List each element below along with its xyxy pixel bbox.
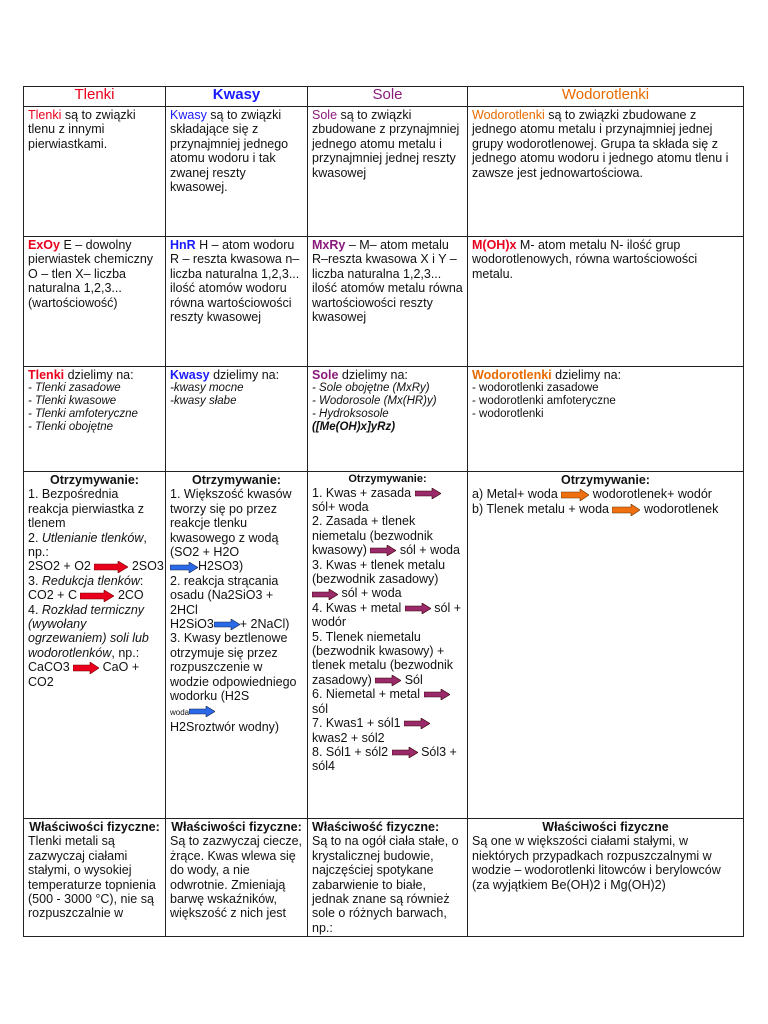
- prop-heading: Właściwości fizyczne:: [171, 820, 302, 834]
- arrow-right-icon: [424, 689, 450, 700]
- list-item: - wodorotlenki amfoteryczne: [472, 395, 616, 408]
- header-row: [24, 87, 744, 107]
- list-item: ([Me(OH)x]yRz): [312, 421, 396, 434]
- prop-wodorotlenki: Właściwości fizyczne Są one w większości ciałami stałymi, w niektórych przypadkach rozpuszczalnymi w wodzie – wodorotlenki litowców i berylowców (za wyjątkiem Be(OH)2 i Mg(OH)2): [468, 819, 744, 937]
- arrow-right-icon: [312, 589, 338, 600]
- class-kwasy: Kwasy dzielimy na: -kwasy mocne -kwasy słabe: [166, 367, 308, 472]
- header-kwasy: Kwasy: [166, 87, 308, 107]
- list-item: - wodorotlenki: [472, 408, 544, 421]
- formula-sole: MxRy – M– atom metalu R–reszta kwasowa X i Y – liczba naturalna 1,2,3... ilość atomów metalu równa wartościowości reszty kwasowej: [308, 237, 468, 367]
- classification-row: [24, 367, 744, 472]
- header-sole: Sole: [308, 87, 468, 107]
- prep-tlenki: Otrzymywanie: 1. Bezpośrednia reakcja pierwiastka z tlenem 2. Utlenianie tlenków, np.: 2SO2 + O2 2SO3 3. Redukcja tlenków: CO2 + C 2CO 4. Rozkład termiczny (wywołany ogrzewaniem) soli lub wodorotlenków, np.: CaCO3 CaO + CO2: [24, 472, 166, 819]
- list-item: - Hydroksosole: [312, 408, 389, 421]
- prep-heading: Otrzymywanie:: [192, 473, 281, 487]
- prop-tlenki: Właściwości fizyczne: Tlenki metali są zazwyczaj ciałami stałymi, o wysokiej temperaturze topnienia (500 - 3000 °C), nie są rozpuszczalnie w: [24, 819, 166, 937]
- arrow-right-icon: [94, 561, 128, 573]
- arrow-right-icon: [214, 619, 240, 630]
- prop-sole: Właściwość fizyczne: Są to na ogół ciała stałe, o krystalicznej budowie, najczęściej spotykane zabarwienie to białe, jednak znane są również sole o różnych barwach, np.:: [308, 819, 468, 937]
- definition-row: [24, 107, 744, 237]
- class-sole: Sole dzielimy na: - Sole obojętne (MxRy) - Wodorosole (Mx(HR)y) - Hydroksosole ([Me(OH)x]yRz): [308, 367, 468, 472]
- def-sole: Sole są to związki zbudowane z przynajmniej jednego atomu metalu i przynajmniej jednej reszty kwasowej: [308, 107, 468, 237]
- prep-wodorotlenki: Otrzymywanie: a) Metal+ woda wodorotlenek+ wodór b) Tlenek metalu + woda wodorotlenek: [468, 472, 744, 819]
- formula-tlenki: ExOy E – dowolny pierwiastek chemiczny O – tlen X– liczba naturalna 1,2,3... (wartościowość): [24, 237, 166, 367]
- list-item: - Tlenki amfoteryczne: [28, 408, 138, 421]
- prep-heading: Otrzymywanie:: [561, 473, 650, 487]
- arrow-right-icon: [404, 718, 430, 729]
- class-tlenki: Tlenki dzielimy na: - Tlenki zasadowe - Tlenki kwasowe - Tlenki amfoteryczne - Tlenki obojętne: [24, 367, 166, 472]
- prep-sole: Otrzymywanie: 1. Kwas + zasada sól+ woda 2. Zasada + tlenek niemetalu (bezwodnik kwasowy) sól + woda 3. Kwas + tlenek metalu (bezwodnik zasadowy) sól + woda 4. Kwas + metal sól + wodór 5. Tlenek niemetalu (bezwodnik kwasowy) + tlenek metalu (bezwodnik zasadowy) Sól 6. Niemetal + metal sól 7. Kwas1 + sól1 kwas2 + sól2 8. Sól1 + sól2 Sól3 + sól4: [308, 472, 468, 819]
- formula-kwasy: HnR H – atom wodoru R – reszta kwasowa n– liczba naturalna 1,2,3... ilość atomów wodoru równa wartościowości reszty kwasowej: [166, 237, 308, 367]
- prop-heading: Właściwość fizyczne:: [312, 820, 440, 834]
- properties-row: [24, 819, 744, 937]
- list-item: - Wodorosole (Mx(HR)y): [312, 395, 437, 408]
- list-item: - Tlenki kwasowe: [28, 395, 117, 408]
- prop-heading: Właściwości fizyczne:: [29, 820, 160, 834]
- list-item: -kwasy słabe: [170, 395, 237, 408]
- formula-row: [24, 237, 744, 367]
- arrow-right-icon: [415, 488, 441, 499]
- arrow-right-icon: [392, 747, 418, 758]
- list-item: - Sole obojętne (MxRy): [312, 382, 430, 395]
- arrow-right-icon: [561, 489, 589, 501]
- prep-heading: Otrzymywanie:: [348, 473, 427, 485]
- class-wodorotlenki: Wodorotlenki dzielimy na: - wodorotlenki zasadowe - wodorotlenki amfoteryczne - wodorotlenki: [468, 367, 744, 472]
- arrow-right-icon: [73, 662, 99, 674]
- prop-heading: Właściwości fizyczne: [542, 820, 669, 834]
- prep-heading: Otrzymywanie:: [50, 473, 139, 487]
- arrow-right-icon: [189, 706, 215, 717]
- def-wodorotlenki: Wodorotlenki są to związki zbudowane z jednego atomu metalu i przynajmniej jednej grupy wodorotlenowej. Grupa ta składa się z jednego atomu wodoru i jednego atomu tlenu i zawsze jest jednowartościowa.: [468, 107, 744, 237]
- preparation-row: [24, 472, 744, 819]
- def-kwasy: Kwasy są to związki składające się z przynajmniej jednego atomu wodoru i tak zwanej reszty kwasowej.: [166, 107, 308, 237]
- arrow-right-icon: [80, 590, 114, 602]
- arrow-right-icon: [612, 504, 640, 516]
- def-tlenki: Tlenki są to związki tlenu z innymi pierwiastkami.: [24, 107, 166, 237]
- list-item: -kwasy mocne: [170, 382, 244, 395]
- arrow-right-icon: [405, 603, 431, 614]
- header-tlenki: Tlenki: [24, 87, 166, 107]
- list-item: - Tlenki obojętne: [28, 421, 114, 434]
- arrow-right-icon: [170, 562, 198, 573]
- prep-kwasy: Otrzymywanie: 1. Większość kwasów tworzy się po przez reakcje tlenku kwasowego z wodą (SO2 + H2O H2SO3) 2. reakcja strącania osadu (Na2SiO3 + 2HCl H2SiO3 + 2NaCl) 3. Kwasy beztlenowe otrzymuje się przez rozpuszczenie w wodzie odpowiedniego wodorku (H2S woda H2Sroztwór wodny): [166, 472, 308, 819]
- arrow-right-icon: [375, 675, 401, 686]
- chemistry-table: [23, 86, 744, 937]
- arrow-right-icon: [370, 545, 396, 556]
- list-item: - Tlenki zasadowe: [28, 382, 121, 395]
- formula-wodorotlenki: M(OH)x M- atom metalu N- ilość grup wodorotlenowych, równa wartościowości metalu.: [468, 237, 744, 367]
- list-item: - wodorotlenki zasadowe: [472, 382, 599, 395]
- prop-kwasy: Właściwości fizyczne: Są to zazwyczaj ciecze, żrące. Kwas wlewa się do wody, a nie odwrotnie. Zmieniają barwę wskaźników, większość z nich jest: [166, 819, 308, 937]
- header-wodorotlenki: Wodorotlenki: [468, 87, 744, 107]
